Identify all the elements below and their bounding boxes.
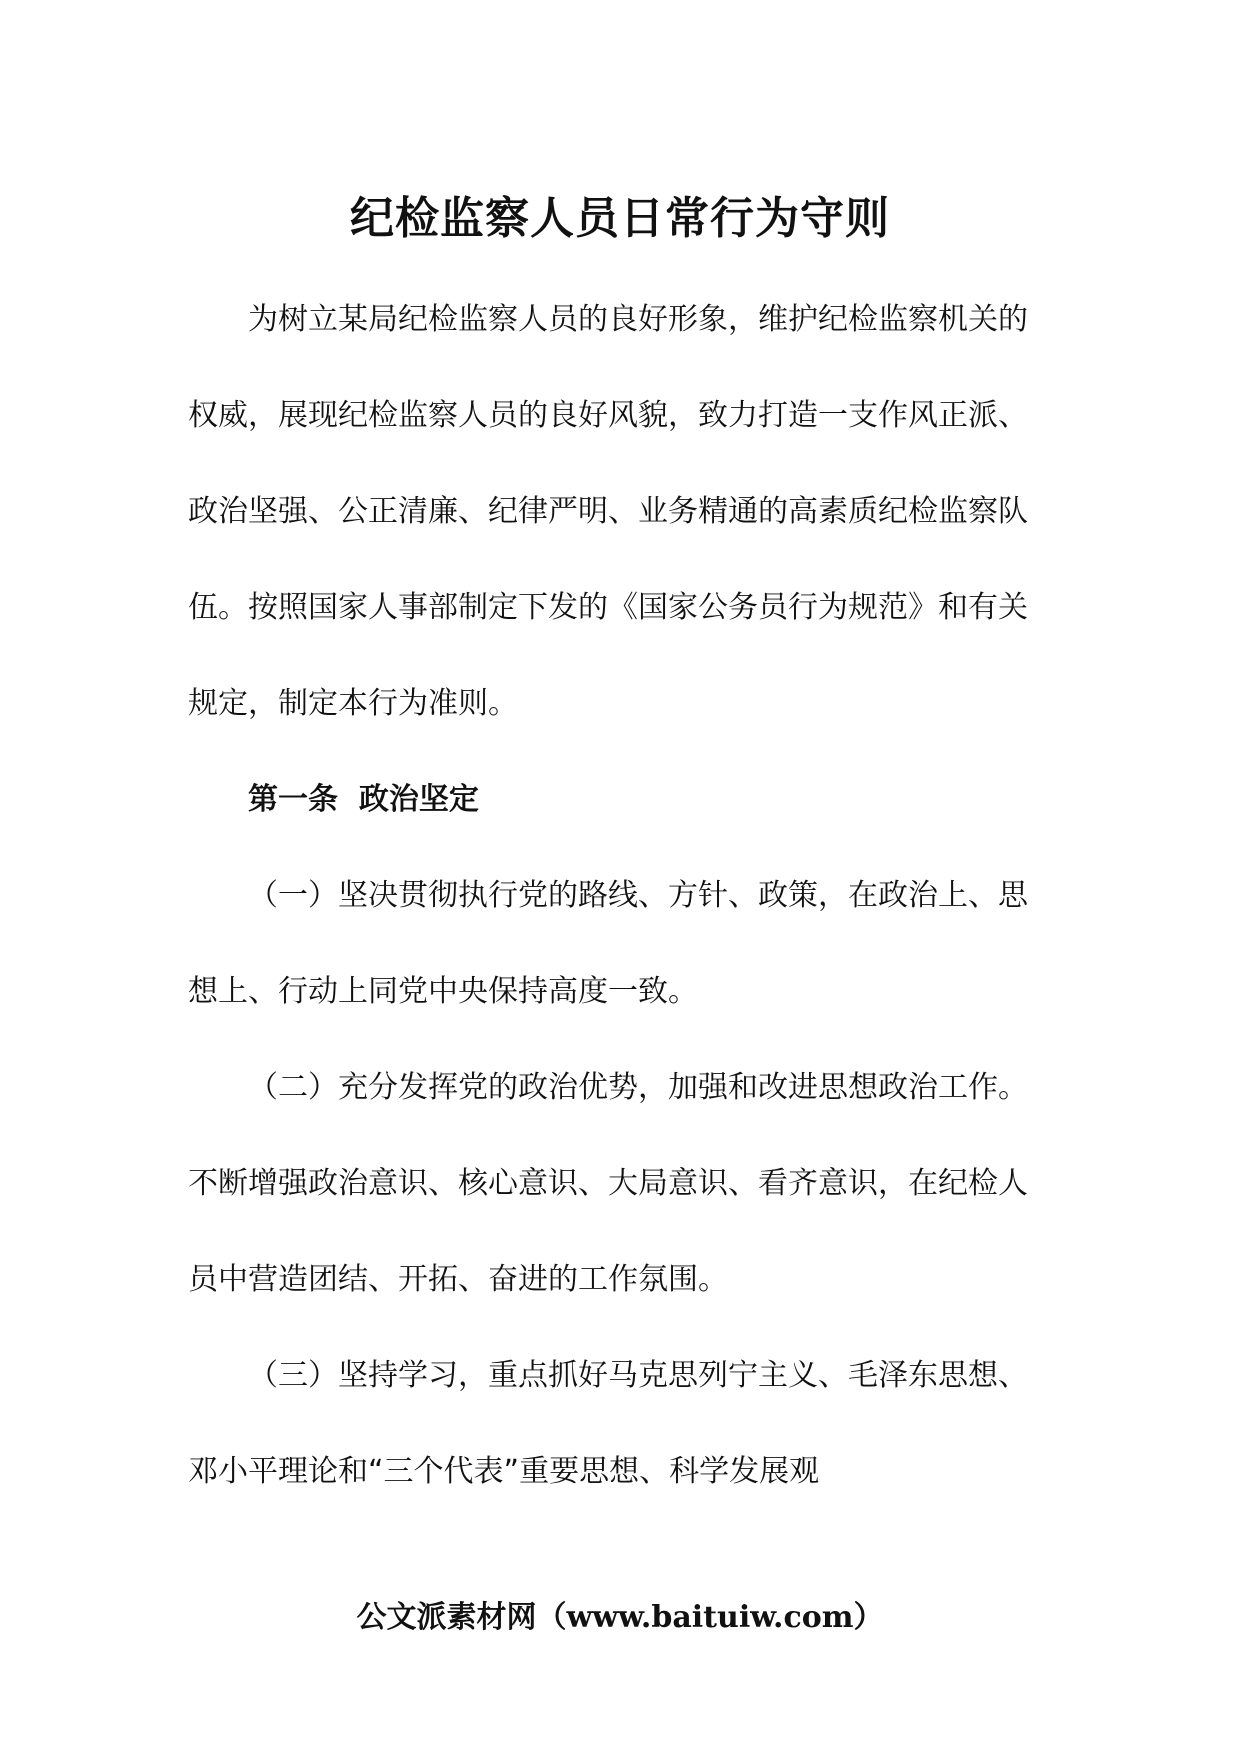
article-item-3: （三）坚持学习，重点抓好马克思列宁主义、毛泽东思想、邓小平理论和“三个代表”重要思想、科学发展观 [188, 1358, 1028, 1489]
document-title: 纪检监察人员日常行为守则 [350, 193, 890, 245]
article-heading: 第一条 政治坚定 [248, 782, 479, 817]
article-item-2: （二）充分发挥党的政治优势，加强和改进思想政治工作。不断增强政治意识、核心意识、大局意识、看齐意识，在纪检人员中营造团结、开拓、奋进的工作氛围。 [188, 1070, 1028, 1297]
article-item-1: （一）坚决贯彻执行党的路线、方针、政策，在政治上、思想上、行动上同党中央保持高度一致。 [188, 878, 1028, 1009]
footer-source: 公文派素材网（www.baituiw.com） [356, 1600, 884, 1635]
intro-paragraph: 为树立某局纪检监察人员的良好形象，维护纪检监察机关的权威，展现纪检监察人员的良好风貌，致力打造一支作风正派、政治坚强、公正清廉、纪律严明、业务精通的高素质纪检监察队伍。按照国家人事部制定下发的《国家公务员行为规范》和有关规定，制定本行为准则。 [188, 302, 1028, 721]
document-body [188, 272, 1028, 1520]
